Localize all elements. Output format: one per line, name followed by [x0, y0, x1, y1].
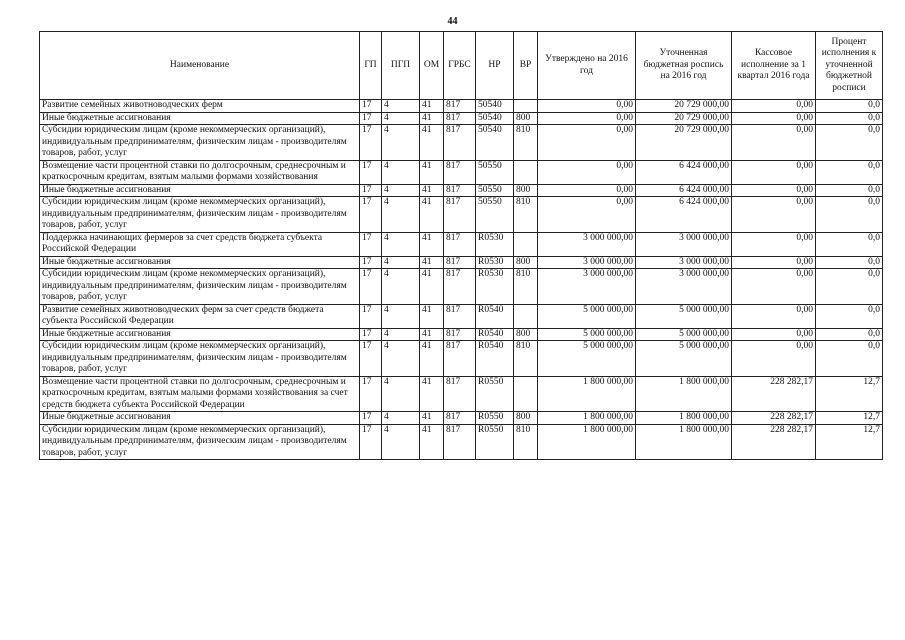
- row-cash-cell: 0,00: [732, 328, 816, 341]
- row-name-cell: Возмещение части процентной ставки по долгосрочным, среднесрочным и краткосрочным кредитам, взятым малыми формами хозяйствования: [40, 160, 360, 184]
- table-row: [40, 112, 883, 125]
- row-pgp-cell: 4: [382, 125, 420, 161]
- row-gp-cell: 17: [360, 328, 382, 341]
- row-refined-cell: 20 729 000,00: [636, 125, 732, 161]
- row-percent-cell: 0,0: [816, 197, 883, 233]
- table-row: [40, 424, 883, 460]
- row-pgp-cell: 4: [382, 197, 420, 233]
- row-pgp-cell: 4: [382, 160, 420, 184]
- row-om-cell: 41: [420, 125, 444, 161]
- row-vr-cell: [514, 160, 538, 184]
- row-cash-cell: 0,00: [732, 184, 816, 197]
- row-percent-cell: 0,0: [816, 100, 883, 113]
- table-row: [40, 256, 883, 269]
- row-refined-cell: 20 729 000,00: [636, 100, 732, 113]
- row-name-cell: Иные бюджетные ассигнования: [40, 412, 360, 425]
- row-approved-cell: 0,00: [538, 100, 636, 113]
- row-name-cell: Иные бюджетные ассигнования: [40, 328, 360, 341]
- row-refined-cell: 3 000 000,00: [636, 232, 732, 256]
- row-cash-cell: 0,00: [732, 125, 816, 161]
- row-percent-cell: 0,0: [816, 256, 883, 269]
- table-row: [40, 269, 883, 305]
- row-grbs-cell: 817: [444, 160, 476, 184]
- row-gp-cell: 17: [360, 376, 382, 412]
- header-row: [40, 32, 883, 100]
- row-np-cell: 50540: [476, 100, 514, 113]
- row-approved-cell: 0,00: [538, 197, 636, 233]
- row-gp-cell: 17: [360, 341, 382, 377]
- row-cash-cell: 228 282,17: [732, 376, 816, 412]
- row-name-cell: Субсидии юридическим лицам (кроме некоммерческих организаций), индивидуальным предпринимателям, физическим лицам - производителям товаров, работ, услуг: [40, 125, 360, 161]
- header-refined: Уточненная бюджетная роспись на 2016 год: [636, 32, 732, 100]
- row-pgp-cell: 4: [382, 100, 420, 113]
- row-grbs-cell: 817: [444, 376, 476, 412]
- row-grbs-cell: 817: [444, 232, 476, 256]
- row-vr-cell: 810: [514, 269, 538, 305]
- row-np-cell: R0550: [476, 412, 514, 425]
- table-row: [40, 341, 883, 377]
- row-percent-cell: 12,7: [816, 376, 883, 412]
- row-refined-cell: 1 800 000,00: [636, 376, 732, 412]
- row-cash-cell: 228 282,17: [732, 424, 816, 460]
- row-name-cell: Субсидии юридическим лицам (кроме некоммерческих организаций), индивидуальным предпринимателям, физическим лицам - производителям товаров, работ, услуг: [40, 341, 360, 377]
- row-approved-cell: 0,00: [538, 160, 636, 184]
- row-pgp-cell: 4: [382, 184, 420, 197]
- header-name: Наименование: [40, 32, 360, 100]
- row-om-cell: 41: [420, 112, 444, 125]
- row-percent-cell: 12,7: [816, 424, 883, 460]
- row-grbs-cell: 817: [444, 269, 476, 305]
- row-np-cell: 50550: [476, 184, 514, 197]
- header-cash: Кассовое исполнение за 1 квартал 2016 года: [732, 32, 816, 100]
- row-vr-cell: 800: [514, 328, 538, 341]
- row-vr-cell: 810: [514, 341, 538, 377]
- row-grbs-cell: 817: [444, 100, 476, 113]
- row-pgp-cell: 4: [382, 256, 420, 269]
- row-pgp-cell: 4: [382, 412, 420, 425]
- row-name-cell: Возмещение части процентной ставки по долгосрочным, среднесрочным и краткосрочным кредитам, взятым малыми формами хозяйствования за счет средств бюджета субъекта Российской Федерации: [40, 376, 360, 412]
- row-approved-cell: 1 800 000,00: [538, 376, 636, 412]
- row-refined-cell: 5 000 000,00: [636, 304, 732, 328]
- row-pgp-cell: 4: [382, 269, 420, 305]
- row-percent-cell: 0,0: [816, 304, 883, 328]
- row-cash-cell: 0,00: [732, 232, 816, 256]
- header-percent: Процент исполнения к уточненной бюджетной росписи: [816, 32, 883, 100]
- row-gp-cell: 17: [360, 100, 382, 113]
- row-cash-cell: 0,00: [732, 197, 816, 233]
- row-refined-cell: 5 000 000,00: [636, 328, 732, 341]
- row-name-cell: Иные бюджетные ассигнования: [40, 256, 360, 269]
- row-grbs-cell: 817: [444, 424, 476, 460]
- row-name-cell: Субсидии юридическим лицам (кроме некоммерческих организаций), индивидуальным предпринимателям, физическим лицам - производителям товаров, работ, услуг: [40, 197, 360, 233]
- row-approved-cell: 3 000 000,00: [538, 232, 636, 256]
- row-grbs-cell: 817: [444, 412, 476, 425]
- row-name-cell: Развитие семейных животноводческих ферм за счет средств бюджета субъекта Российской Федерации: [40, 304, 360, 328]
- row-om-cell: 41: [420, 424, 444, 460]
- row-pgp-cell: 4: [382, 376, 420, 412]
- row-refined-cell: 3 000 000,00: [636, 269, 732, 305]
- table-row: [40, 376, 883, 412]
- row-vr-cell: 800: [514, 184, 538, 197]
- row-cash-cell: 0,00: [732, 160, 816, 184]
- row-np-cell: 50550: [476, 160, 514, 184]
- row-name-cell: Субсидии юридическим лицам (кроме некоммерческих организаций), индивидуальным предпринимателям, физическим лицам - производителям товаров, работ, услуг: [40, 269, 360, 305]
- row-percent-cell: 0,0: [816, 125, 883, 161]
- row-grbs-cell: 817: [444, 112, 476, 125]
- row-percent-cell: 0,0: [816, 269, 883, 305]
- row-gp-cell: 17: [360, 269, 382, 305]
- row-approved-cell: 3 000 000,00: [538, 269, 636, 305]
- row-percent-cell: 0,0: [816, 232, 883, 256]
- row-np-cell: R0540: [476, 304, 514, 328]
- row-refined-cell: 6 424 000,00: [636, 184, 732, 197]
- row-om-cell: 41: [420, 341, 444, 377]
- table-row: [40, 304, 883, 328]
- row-vr-cell: [514, 100, 538, 113]
- page-number: 44: [447, 16, 458, 27]
- row-om-cell: 41: [420, 376, 444, 412]
- row-grbs-cell: 817: [444, 304, 476, 328]
- row-vr-cell: 810: [514, 197, 538, 233]
- row-om-cell: 41: [420, 184, 444, 197]
- table-row: [40, 412, 883, 425]
- row-vr-cell: 800: [514, 256, 538, 269]
- row-approved-cell: 0,00: [538, 112, 636, 125]
- row-om-cell: 41: [420, 256, 444, 269]
- row-cash-cell: 0,00: [732, 100, 816, 113]
- row-cash-cell: 0,00: [732, 256, 816, 269]
- row-cash-cell: 0,00: [732, 341, 816, 377]
- row-refined-cell: 1 800 000,00: [636, 412, 732, 425]
- row-percent-cell: 0,0: [816, 112, 883, 125]
- row-np-cell: R0550: [476, 376, 514, 412]
- row-grbs-cell: 817: [444, 184, 476, 197]
- row-om-cell: 41: [420, 328, 444, 341]
- row-percent-cell: 0,0: [816, 341, 883, 377]
- row-np-cell: R0540: [476, 328, 514, 341]
- row-refined-cell: 3 000 000,00: [636, 256, 732, 269]
- row-vr-cell: [514, 376, 538, 412]
- row-gp-cell: 17: [360, 184, 382, 197]
- row-cash-cell: 228 282,17: [732, 412, 816, 425]
- row-cash-cell: 0,00: [732, 304, 816, 328]
- header-gp: ГП: [360, 32, 382, 100]
- header-vr: ВР: [514, 32, 538, 100]
- row-grbs-cell: 817: [444, 256, 476, 269]
- row-approved-cell: 1 800 000,00: [538, 424, 636, 460]
- row-np-cell: 50540: [476, 125, 514, 161]
- header-pgp: ПГП: [382, 32, 420, 100]
- row-gp-cell: 17: [360, 125, 382, 161]
- row-np-cell: R0530: [476, 269, 514, 305]
- row-percent-cell: 0,0: [816, 328, 883, 341]
- row-pgp-cell: 4: [382, 112, 420, 125]
- row-om-cell: 41: [420, 197, 444, 233]
- row-np-cell: R0530: [476, 232, 514, 256]
- row-gp-cell: 17: [360, 160, 382, 184]
- row-grbs-cell: 817: [444, 125, 476, 161]
- row-refined-cell: 6 424 000,00: [636, 160, 732, 184]
- table-row: [40, 100, 883, 113]
- row-gp-cell: 17: [360, 197, 382, 233]
- table-row: [40, 184, 883, 197]
- row-om-cell: 41: [420, 160, 444, 184]
- row-om-cell: 41: [420, 232, 444, 256]
- row-cash-cell: 0,00: [732, 112, 816, 125]
- row-approved-cell: 3 000 000,00: [538, 256, 636, 269]
- row-approved-cell: 1 800 000,00: [538, 412, 636, 425]
- row-percent-cell: 0,0: [816, 160, 883, 184]
- row-grbs-cell: 817: [444, 328, 476, 341]
- row-om-cell: 41: [420, 412, 444, 425]
- row-pgp-cell: 4: [382, 424, 420, 460]
- row-vr-cell: 800: [514, 412, 538, 425]
- row-pgp-cell: 4: [382, 232, 420, 256]
- row-refined-cell: 6 424 000,00: [636, 197, 732, 233]
- row-name-cell: Иные бюджетные ассигнования: [40, 112, 360, 125]
- row-refined-cell: 20 729 000,00: [636, 112, 732, 125]
- row-vr-cell: [514, 232, 538, 256]
- row-np-cell: R0550: [476, 424, 514, 460]
- row-refined-cell: 1 800 000,00: [636, 424, 732, 460]
- header-np: НР: [476, 32, 514, 100]
- row-om-cell: 41: [420, 269, 444, 305]
- row-cash-cell: 0,00: [732, 269, 816, 305]
- row-om-cell: 41: [420, 100, 444, 113]
- row-gp-cell: 17: [360, 112, 382, 125]
- header-om: ОМ: [420, 32, 444, 100]
- table-row: [40, 160, 883, 184]
- row-gp-cell: 17: [360, 412, 382, 425]
- row-om-cell: 41: [420, 304, 444, 328]
- row-grbs-cell: 817: [444, 341, 476, 377]
- row-percent-cell: 0,0: [816, 184, 883, 197]
- table-row: [40, 197, 883, 233]
- row-name-cell: Развитие семейных животноводческих ферм: [40, 100, 360, 113]
- table-row: [40, 328, 883, 341]
- row-pgp-cell: 4: [382, 304, 420, 328]
- row-gp-cell: 17: [360, 256, 382, 269]
- row-name-cell: Поддержка начинающих фермеров за счет средств бюджета субъекта Российской Федерации: [40, 232, 360, 256]
- row-gp-cell: 17: [360, 424, 382, 460]
- budget-execution-table: [39, 31, 883, 460]
- row-np-cell: R0530: [476, 256, 514, 269]
- row-refined-cell: 5 000 000,00: [636, 341, 732, 377]
- row-np-cell: 50550: [476, 197, 514, 233]
- row-approved-cell: 5 000 000,00: [538, 304, 636, 328]
- row-vr-cell: 800: [514, 112, 538, 125]
- row-vr-cell: 810: [514, 125, 538, 161]
- row-pgp-cell: 4: [382, 328, 420, 341]
- table-row: [40, 232, 883, 256]
- header-grbs: ГРБС: [444, 32, 476, 100]
- row-name-cell: Иные бюджетные ассигнования: [40, 184, 360, 197]
- row-approved-cell: 5 000 000,00: [538, 328, 636, 341]
- row-pgp-cell: 4: [382, 341, 420, 377]
- row-name-cell: Субсидии юридическим лицам (кроме некоммерческих организаций), индивидуальным предпринимателям, физическим лицам - производителям товаров, работ, услуг: [40, 424, 360, 460]
- row-np-cell: R0540: [476, 341, 514, 377]
- row-gp-cell: 17: [360, 304, 382, 328]
- row-gp-cell: 17: [360, 232, 382, 256]
- row-percent-cell: 12,7: [816, 412, 883, 425]
- row-approved-cell: 5 000 000,00: [538, 341, 636, 377]
- row-vr-cell: [514, 304, 538, 328]
- row-approved-cell: 0,00: [538, 184, 636, 197]
- row-approved-cell: 0,00: [538, 125, 636, 161]
- row-grbs-cell: 817: [444, 197, 476, 233]
- header-approved: Утверждено на 2016 год: [538, 32, 636, 100]
- row-np-cell: 50540: [476, 112, 514, 125]
- table-row: [40, 125, 883, 161]
- row-vr-cell: 810: [514, 424, 538, 460]
